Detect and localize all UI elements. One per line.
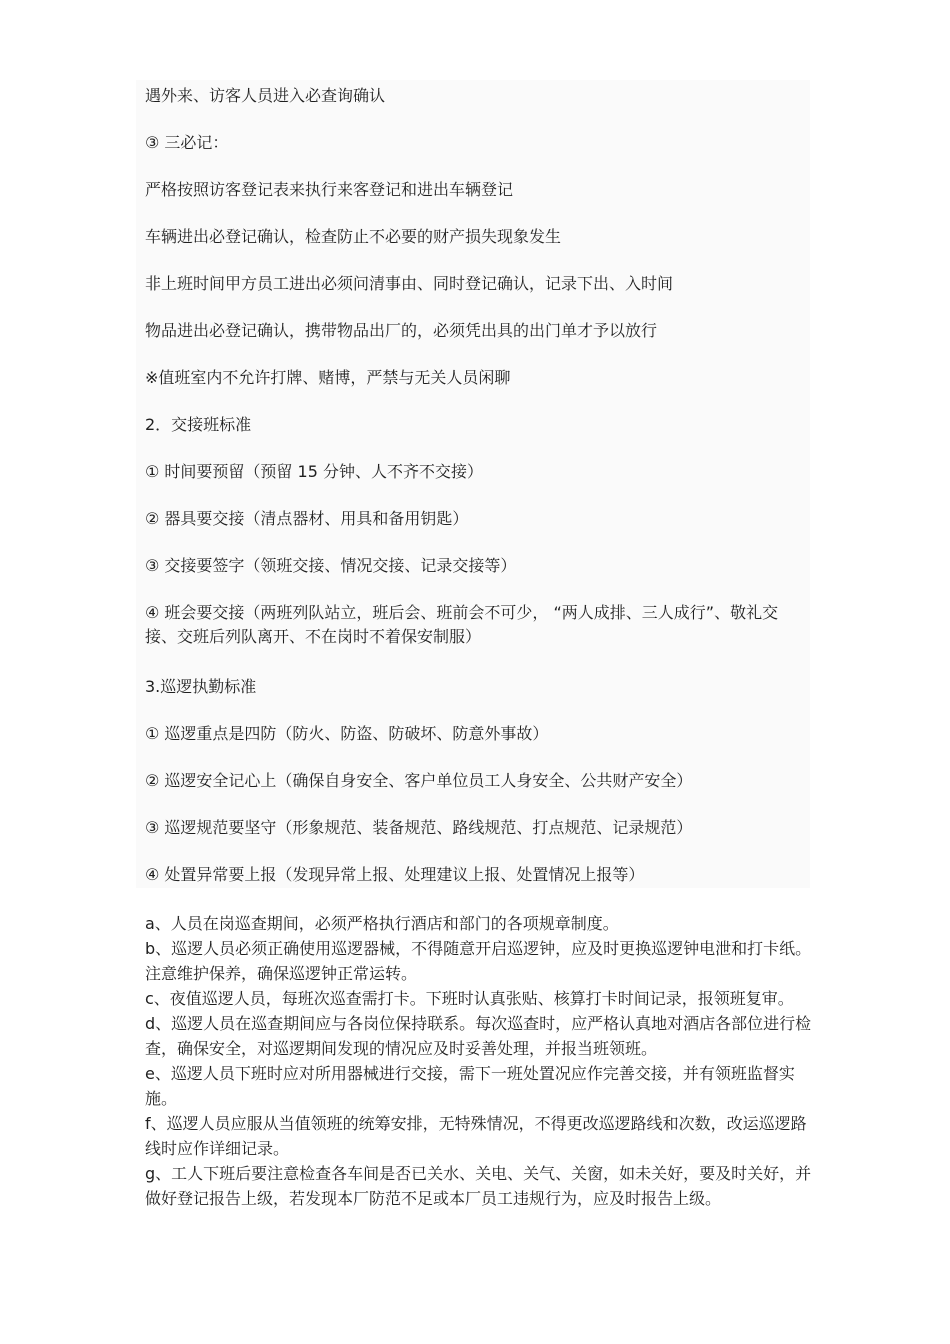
visitor-check-line: 遇外来、访客人员进入必查询确认 <box>145 86 386 105</box>
patrol-rule: g、工人下班后要注意检查各车间是否已关水、关电、关气、关窗，如未关好，要及时关好，并做好登记报告上级，若发现本厂防范不足或本厂员工违规行为，应及时报告上级。 <box>145 1164 812 1208</box>
patrol-rule: a、人员在岗巡查期间，必须严格执行酒店和部门的各项规章制度。 <box>145 914 619 933</box>
patrol-item: ④ 处置异常要上报（发现异常上报、处理建议上报、处置情况上报等） <box>145 865 645 884</box>
record-item: 严格按照访客登记表来执行来客登记和进出车辆登记 <box>145 180 514 199</box>
patrol-rules-list <box>145 911 815 1211</box>
patrol-rule: e、巡逻人员下班时应对所用器械进行交接，需下一班处置况应作完善交接，并有领班监督实施。 <box>145 1064 795 1108</box>
handover-item: ③ 交接要签字（领班交接、情况交接、记录交接等） <box>145 556 517 575</box>
patrol-item: ① 巡逻重点是四防（防火、防盗、防破坏、防意外事故） <box>145 724 549 743</box>
patrol-rule: b、巡逻人员必须正确使用巡逻器械，不得随意开启巡逻钟，应及时更换巡逻钟电泄和打卡纸。注意维护保养，确保巡逻钟正常运转。 <box>145 939 812 983</box>
patrol-standard-heading: 3.巡逻执勤标准 <box>145 677 257 696</box>
handover-item: ① 时间要预留（预留 15 分钟、人不齐不交接） <box>145 462 483 481</box>
patrol-rule: c、夜值巡逻人员，每班次巡查需打卡。下班时认真张贴、核算打卡时间记录，报领班复审。 <box>145 989 794 1008</box>
patrol-rule: f、巡逻人员应服从当值领班的统筹安排，无特殊情况，不得更改巡逻路线和次数，改运巡逻路线时应作详细记录。 <box>145 1114 807 1158</box>
record-item: 车辆进出必登记确认，检查防止不必要的财产损失现象发生 <box>145 227 562 246</box>
shift-handover-heading: 2．交接班标准 <box>145 415 252 434</box>
patrol-item: ② 巡逻安全记心上（确保自身安全、客户单位员工人身安全、公共财产安全） <box>145 771 693 790</box>
patrol-item: ③ 巡逻规范要坚守（形象规范、装备规范、路线规范、打点规范、记录规范） <box>145 818 693 837</box>
handover-item: ② 器具要交接（清点器材、用具和备用钥匙） <box>145 509 469 528</box>
three-must-record-heading: ③ 三必记： <box>145 133 229 152</box>
duty-room-rule: ※值班室内不允许打牌、赌博，严禁与无关人员闲聊 <box>145 368 511 387</box>
record-item: 非上班时间甲方员工进出必须问清事由、同时登记确认，记录下出、入时间 <box>145 274 674 293</box>
record-item: 物品进出必登记确认，携带物品出厂的，必须凭出具的出门单才予以放行 <box>145 321 658 340</box>
handover-item: ④ 班会要交接（两班列队站立，班后会、班前会不可少， “两人成排、三人成行”、敬礼交接、交班后列队离开、不在岗时不着保安制服） <box>145 603 779 646</box>
patrol-rule: d、巡逻人员在巡查期间应与各岗位保持联系。每次巡查时，应严格认真地对酒店各部位进行检查，确保安全，对巡逻期间发现的情况应及时妥善处理，并报当班领班。 <box>145 1014 812 1058</box>
